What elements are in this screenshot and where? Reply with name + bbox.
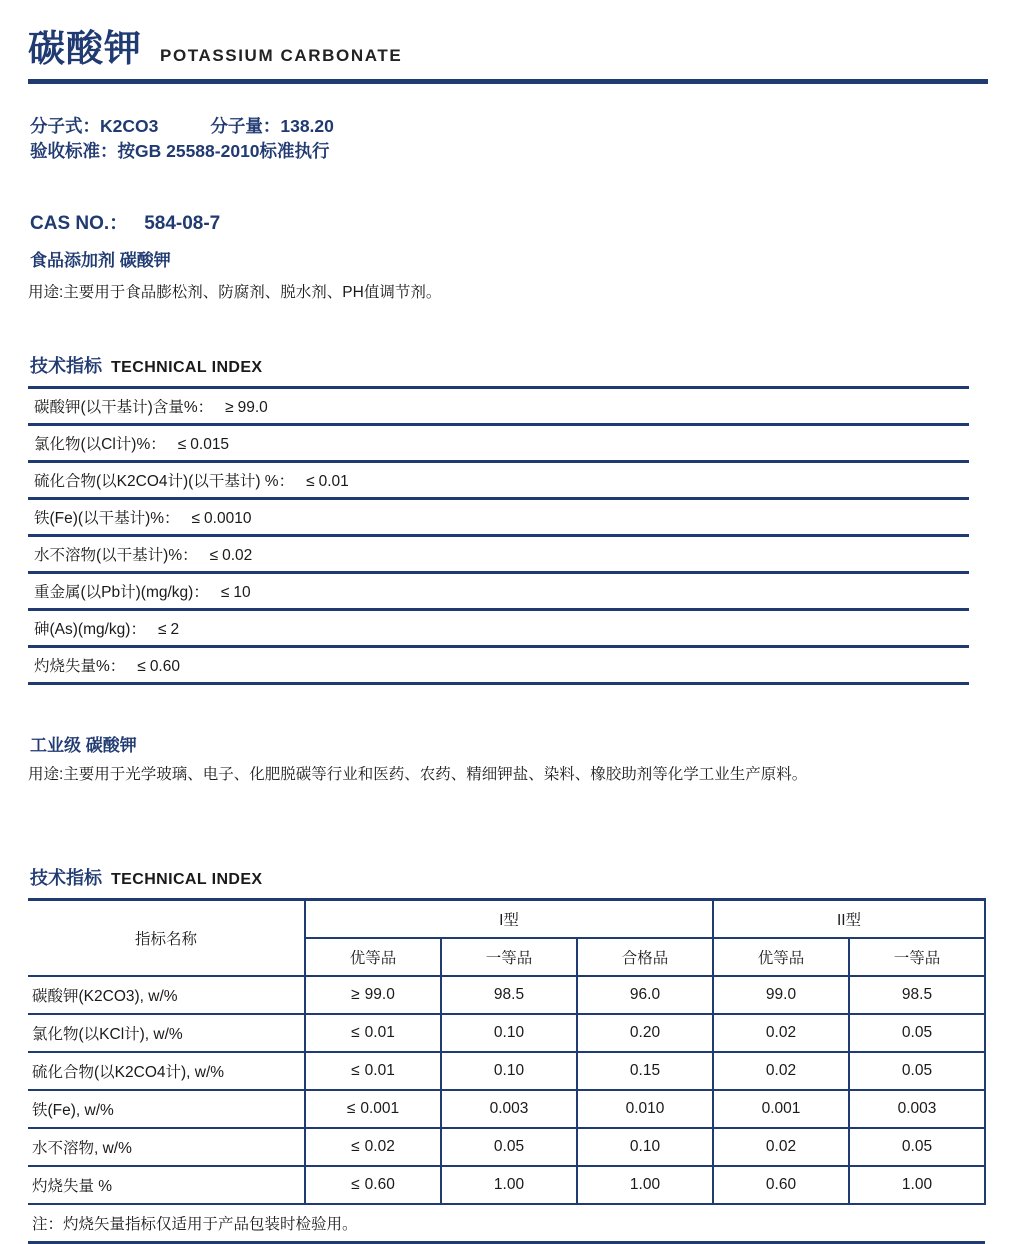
value: 0.001	[360, 1100, 400, 1117]
cas-value: 584-08-7	[144, 213, 221, 234]
table-row	[28, 462, 969, 499]
table-note: 注：灼烧矢量指标仅适用于产品包装时检验用。	[28, 1204, 985, 1243]
operator: ≤	[346, 1100, 356, 1117]
column-header-grade: 一等品	[441, 938, 577, 976]
table-row	[28, 610, 969, 647]
cell-value: 0.010	[577, 1090, 713, 1128]
column-group-header-type2: II型	[713, 900, 985, 939]
table-row	[28, 1166, 985, 1204]
industrial-spec-table-body	[28, 976, 985, 1243]
spec-name: 氯化物(以Cl计)%：	[34, 436, 166, 453]
spec-value: 99.0	[237, 399, 268, 416]
spec-value: 0.015	[190, 436, 230, 453]
spec-operator: ≤	[137, 658, 146, 675]
row-label: 氯化物(以KCl计), w/%	[28, 1014, 305, 1052]
cell-value	[305, 1090, 441, 1128]
page-title-cn: 碳酸钾	[28, 28, 142, 69]
cell-value: 99.0	[713, 976, 849, 1014]
cell-value: 0.02	[713, 1128, 849, 1166]
molar-value: 138.20	[280, 116, 334, 136]
operator: ≥	[351, 986, 360, 1003]
table-row	[28, 536, 969, 573]
cell-value: 96.0	[577, 976, 713, 1014]
row-label: 铁(Fe), w/%	[28, 1090, 305, 1128]
column-header-grade: 优等品	[713, 938, 849, 976]
cell-value: 0.05	[849, 1014, 985, 1052]
cell-value: 98.5	[849, 976, 985, 1014]
spec-value: 0.02	[222, 547, 253, 564]
cell-value	[305, 1128, 441, 1166]
spec-operator: ≤	[177, 436, 187, 453]
operator: ≤	[351, 1138, 360, 1155]
standard-line: 验收标准：按GB 25588-2010标准执行	[30, 141, 330, 161]
tech-index-cn: 技术指标	[30, 356, 102, 376]
row-label: 灼烧失量 %	[28, 1166, 305, 1204]
column-group-header-type1: I型	[305, 900, 713, 939]
tech-index-en: TECHNICAL INDEX	[111, 359, 263, 376]
table-row	[28, 1052, 985, 1090]
spec-value: 0.01	[318, 473, 349, 490]
page-title-en: POTASSIUM CARBONATE	[160, 46, 403, 65]
cell-value: 0.05	[849, 1128, 985, 1166]
column-header-name: 指标名称	[28, 900, 305, 977]
tech-index-en: TECHNICAL INDEX	[111, 871, 263, 888]
table-row	[28, 573, 969, 610]
cas-label: CAS NO.：	[30, 213, 129, 234]
spec-cell	[28, 647, 969, 684]
molar-label: 分子量：	[210, 116, 281, 136]
spec-value: 0.0010	[204, 510, 252, 527]
value: 99.0	[364, 986, 395, 1003]
formula-line	[30, 114, 334, 139]
value: 0.01	[364, 1024, 395, 1041]
cell-value	[305, 976, 441, 1014]
formula-label: 分子式：	[30, 116, 100, 136]
industrial-section-usage: 用途:主要用于光学玻璃、电子、化肥脱碳等行业和医药、农药、精细钾盐、染料、橡胶助剂等化学工业生产原料。	[28, 766, 808, 783]
food-tech-index-heading	[30, 352, 263, 378]
cell-value: 0.10	[441, 1014, 577, 1052]
food-section-usage: 用途:主要用于食品膨松剂、防腐剂、脱水剂、PH值调节剂。	[28, 284, 442, 301]
spec-name: 水不溶物(以干基计)%：	[34, 547, 198, 564]
column-header-grade: 合格品	[577, 938, 713, 976]
operator: ≤	[351, 1176, 360, 1193]
value: 0.60	[364, 1176, 395, 1193]
spec-cell	[28, 462, 969, 499]
table-row	[28, 388, 969, 425]
spec-operator: ≥	[225, 399, 234, 416]
cell-value: 0.10	[577, 1128, 713, 1166]
spec-cell	[28, 610, 969, 647]
cell-value: 0.001	[713, 1090, 849, 1128]
cell-value: 98.5	[441, 976, 577, 1014]
cell-value: 0.003	[441, 1090, 577, 1128]
spec-cell	[28, 573, 969, 610]
spec-cell	[28, 388, 969, 425]
operator: ≤	[351, 1024, 360, 1041]
spec-cell	[28, 425, 969, 462]
cell-value: 0.15	[577, 1052, 713, 1090]
cell-value	[305, 1014, 441, 1052]
cell-value: 0.05	[441, 1128, 577, 1166]
spec-operator: ≤	[220, 584, 230, 601]
spec-value: 2	[170, 621, 180, 638]
cell-value: 1.00	[441, 1166, 577, 1204]
table-row	[28, 976, 985, 1014]
table-note-row	[28, 1204, 985, 1243]
identity-block	[30, 114, 334, 164]
spec-operator: ≤	[191, 510, 201, 527]
cell-value: 0.02	[713, 1052, 849, 1090]
column-header-grade: 一等品	[849, 938, 985, 976]
table-row	[28, 425, 969, 462]
spec-name: 硫化合物(以K2CO4计)(以干基计) %：	[34, 473, 295, 490]
document-header	[28, 30, 988, 84]
title-row	[28, 30, 988, 67]
row-label: 硫化合物(以K2CO4计), w/%	[28, 1052, 305, 1090]
spec-operator: ≤	[306, 473, 315, 490]
spec-operator: ≤	[157, 621, 167, 638]
cell-value: 0.10	[441, 1052, 577, 1090]
table-row	[28, 1090, 985, 1128]
header-divider	[28, 79, 988, 84]
spec-name: 铁(Fe)(以干基计)%：	[34, 510, 180, 527]
cell-value	[305, 1166, 441, 1204]
spec-cell	[28, 536, 969, 573]
food-section-title: 食品添加剂 碳酸钾	[30, 251, 171, 270]
industrial-spec-table-head	[28, 900, 985, 977]
industrial-tech-index-heading	[30, 864, 263, 890]
cell-value	[305, 1052, 441, 1090]
table-row	[28, 1128, 985, 1166]
spec-value: 10	[233, 584, 251, 601]
industrial-spec-table	[28, 898, 986, 1244]
cell-value: 0.02	[713, 1014, 849, 1052]
food-spec-table	[28, 386, 969, 685]
cell-value: 0.20	[577, 1014, 713, 1052]
value: 0.02	[364, 1138, 395, 1155]
value: 0.01	[364, 1062, 395, 1079]
operator: ≤	[351, 1062, 360, 1079]
cell-value: 0.05	[849, 1052, 985, 1090]
spec-name: 碳酸钾(以干基计)含量%：	[34, 399, 214, 416]
cell-value: 1.00	[849, 1166, 985, 1204]
table-row	[28, 647, 969, 684]
cell-value: 1.00	[577, 1166, 713, 1204]
food-spec-table-body	[28, 388, 969, 684]
row-label: 碳酸钾(K2CO3), w/%	[28, 976, 305, 1014]
industrial-section-title: 工业级 碳酸钾	[30, 736, 137, 755]
formula-value: K2CO3	[100, 116, 159, 136]
table-row	[28, 499, 969, 536]
column-header-grade: 优等品	[305, 938, 441, 976]
cell-value: 0.003	[849, 1090, 985, 1128]
tech-index-cn: 技术指标	[30, 868, 102, 888]
cas-line	[30, 208, 220, 235]
spec-operator: ≤	[209, 547, 219, 564]
spec-name: 重金属(以Pb计)(mg/kg)：	[34, 584, 209, 601]
spec-name: 灼烧失量%：	[34, 658, 126, 675]
spec-cell	[28, 499, 969, 536]
spec-value: 0.60	[149, 658, 180, 675]
table-row	[28, 1014, 985, 1052]
spec-name: 砷(As)(mg/kg)：	[34, 621, 146, 638]
row-label: 水不溶物, w/%	[28, 1128, 305, 1166]
table-header-group-row	[28, 900, 985, 939]
cell-value: 0.60	[713, 1166, 849, 1204]
